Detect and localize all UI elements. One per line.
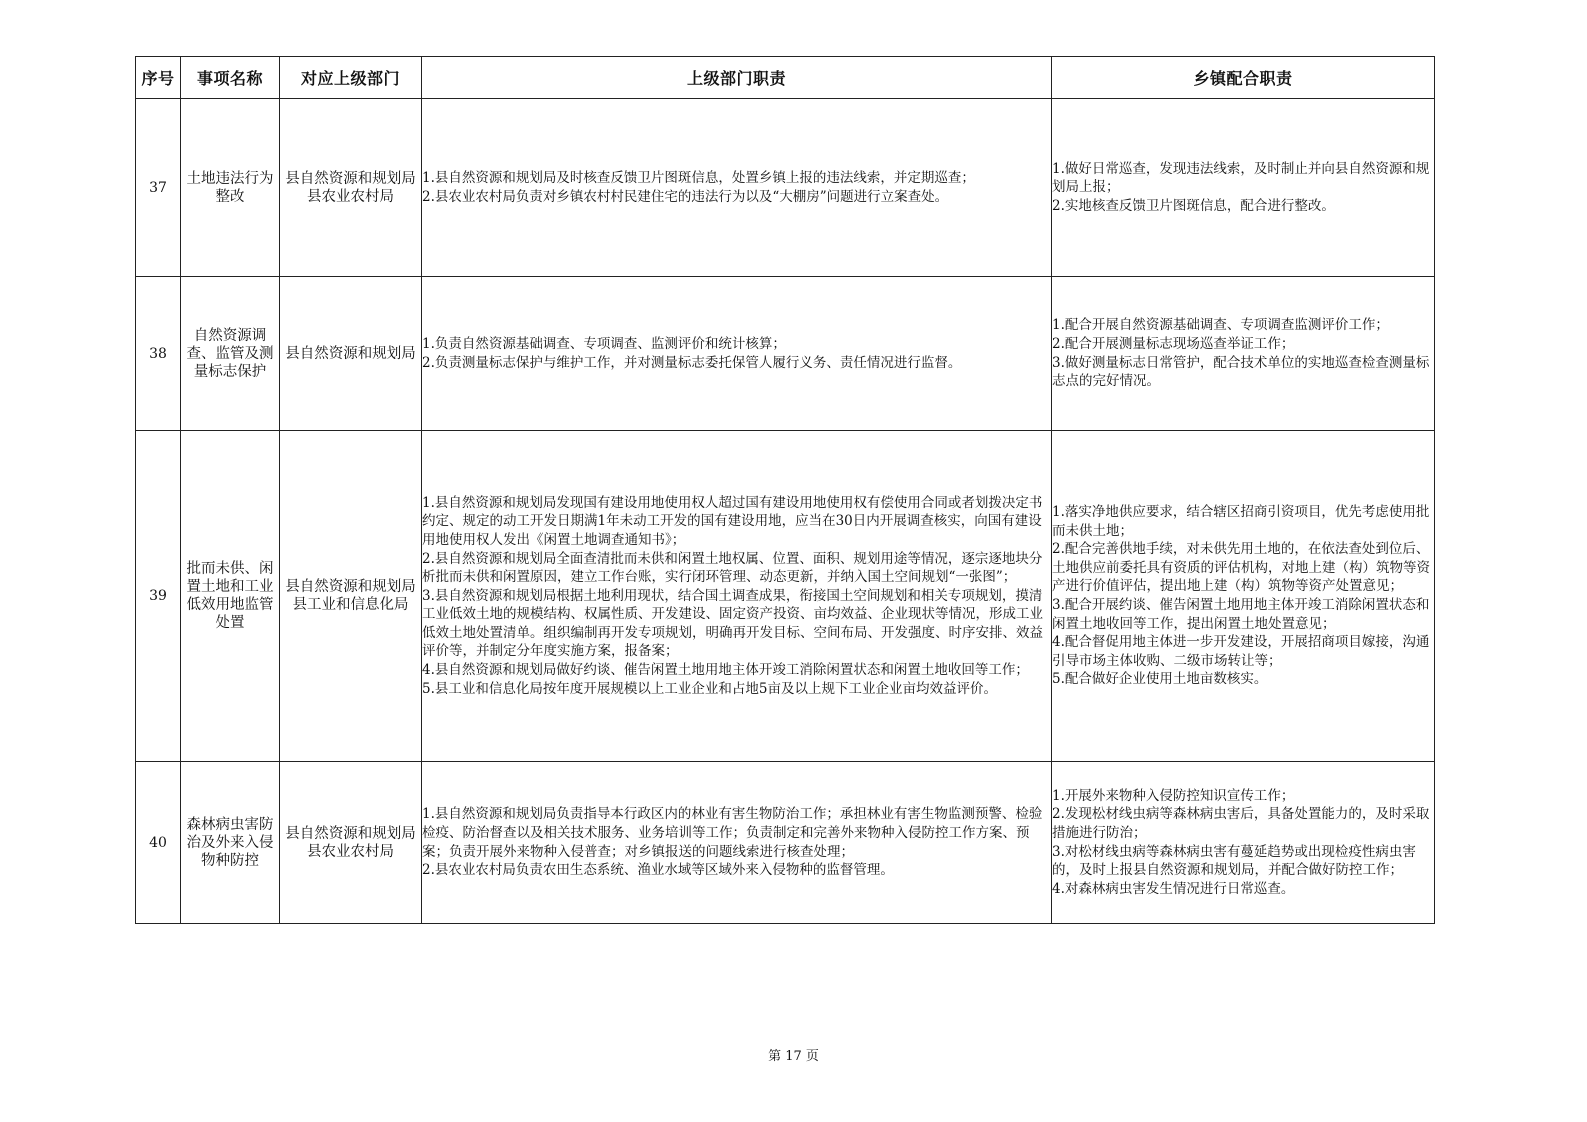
row-department (280, 431, 422, 762)
header-seq: 序号 (136, 57, 181, 99)
header-row (136, 57, 1435, 99)
table-row (136, 762, 1435, 924)
department-line: 县农业农村局 (307, 843, 394, 860)
duty-line: 1.负责自然资源基础调查、专项调查、监测评价和统计核算； (422, 335, 786, 352)
duty-line: 3.对松材线虫病等森林病虫害有蔓延趋势或出现检疫性病虫害的，及时上报县自然资源和规划局，并配合做好防控工作； (1052, 843, 1416, 879)
duty-line: 1.县自然资源和规划局及时核查反馈卫片图斑信息，处置乡镇上报的违法线索，并定期巡查； (422, 169, 975, 186)
row-seq: 40 (136, 762, 181, 924)
row-upper-duties (422, 762, 1052, 924)
header-department: 对应上级部门 (280, 57, 422, 99)
duty-line: 2.县自然资源和规划局全面查清批而未供和闲置土地权属、位置、面积、规划用途等情况，逐宗逐地块分析批而未供和闲置原因，建立工作台账，实行闭环管理、动态更新，并纳入国土空间规划“一张图”； (422, 550, 1043, 586)
row-department (280, 762, 422, 924)
duty-line: 1.落实净地供应要求，结合辖区招商引资项目，优先考虑使用批而未供土地； (1052, 504, 1430, 539)
duty-line: 4.县自然资源和规划局做好约谈、催告闲置土地用地主体开竣工消除闲置状态和闲置土地收回等工作； (422, 662, 1029, 679)
table-row (136, 431, 1435, 762)
duty-line: 3.做好测量标志日常管护，配合技术单位的实地巡查检查测量标志点的完好情况。 (1052, 354, 1430, 390)
row-town-duties (1052, 762, 1435, 924)
responsibility-table (135, 56, 1435, 924)
department-line: 县自然资源和规划局 (285, 170, 416, 187)
row-upper-duties (422, 277, 1052, 431)
duty-line: 2.负责测量标志保护与维护工作，并对测量标志委托保管人履行义务、责任情况进行监督。 (422, 354, 962, 371)
duty-line: 5.配合做好企业使用土地亩数核实。 (1052, 671, 1268, 688)
header-upper-duties: 上级部门职责 (422, 57, 1052, 99)
duty-line: 5.县工业和信息化局按年度开展规模以上工业企业和占地5亩及以上规下工业企业亩均效益评价。 (422, 680, 997, 697)
duty-line: 1.县自然资源和规划局负责指导本行政区内的林业有害生物防治工作；承担林业有害生物监测预警、检验检疫、防治督查以及相关技术服务、业务培训等工作；负责制定和完善外来物种入侵防控工作方案、预案；负责开展外来物种入侵普查；对乡镇报送的问题线索进行核查处理； (422, 806, 1043, 860)
department-line: 县自然资源和规划局 (285, 345, 416, 362)
department-line: 县自然资源和规划局 (285, 825, 416, 842)
page-number: 第 17 页 (768, 1049, 819, 1064)
header-item-name: 事项名称 (181, 57, 280, 99)
row-seq: 39 (136, 431, 181, 762)
duty-line: 1.配合开展自然资源基础调查、专项调查监测评价工作； (1052, 317, 1389, 334)
duty-line: 2.发现松材线虫病等森林病虫害后，具备处置能力的，及时采取措施进行防治； (1052, 806, 1430, 841)
department-line: 县农业农村局 (307, 188, 394, 205)
row-town-duties (1052, 277, 1435, 431)
duty-line: 1.县自然资源和规划局发现国有建设用地使用权人超过国有建设用地使用权有偿使用合同或者划拨决定书约定、规定的动工开发日期满1年未动工开发的国有建设用地，应当在30日内开展调查核实，向国有建设用地使用权人发出《闲置土地调查通知书》； (422, 494, 1043, 548)
duty-line: 1.开展外来物种入侵防控知识宣传工作； (1052, 787, 1295, 804)
header-town-duties: 乡镇配合职责 (1052, 57, 1435, 99)
row-item-name: 森林病虫害防治及外来入侵物种防控 (181, 762, 280, 924)
table-row (136, 277, 1435, 431)
duty-line: 2.实地核查反馈卫片图斑信息，配合进行整改。 (1052, 197, 1335, 214)
row-seq: 38 (136, 277, 181, 431)
duty-line: 1.做好日常巡查，发现违法线索，及时制止并向县自然资源和规划局上报； (1052, 160, 1430, 196)
duty-line: 3.县自然资源和规划局根据土地利用现状，结合国土调查成果，衔接国土空间规划和相关专项规划，摸清工业低效土地的规模结构、权属性质、开发建设、固定资产投资、亩均效益、企业现状等情况，形成工业低效土地处置清单。组织编制再开发专项规划，明确再开发目标、空间布局、开发强度、时序安排、效益评价等，并制定分年度实施方案，报备案； (422, 587, 1043, 660)
department-line: 县工业和信息化局 (292, 597, 409, 613)
row-item-name: 土地违法行为整改 (181, 99, 280, 277)
duty-line: 2.县农业农村局负责农田生态系统、渔业水域等区域外来入侵物种的监督管理。 (422, 862, 894, 879)
duty-line: 2.县农业农村局负责对乡镇农村村民建住宅的违法行为以及“大棚房”问题进行立案查处。 (422, 188, 949, 205)
duty-line: 2.配合完善供地手续，对未供先用土地的，在依法查处到位后、土地供应前委托具有资质的评估机构，对地上建（构）筑物等资产进行价值评估，提出地上建（构）筑物等资产处置意见； (1052, 541, 1430, 595)
duty-line: 2.配合开展测量标志现场巡查举证工作； (1052, 335, 1295, 352)
row-town-duties (1052, 431, 1435, 762)
row-town-duties (1052, 99, 1435, 277)
duty-line: 4.对森林病虫害发生情况进行日常巡查。 (1052, 880, 1295, 897)
duty-line: 4.配合督促用地主体进一步开发建设，开展招商项目嫁接，沟通引导市场主体收购、二级市场转让等； (1052, 634, 1430, 669)
duty-line: 3.配合开展约谈、催告闲置土地用地主体开竣工消除闲置状态和闲置土地收回等工作，提出闲置土地处置意见； (1052, 597, 1430, 632)
row-department (280, 277, 422, 431)
row-item-name: 自然资源调查、监管及测量标志保护 (181, 277, 280, 431)
table-row (136, 99, 1435, 277)
row-department (280, 99, 422, 277)
row-upper-duties (422, 99, 1052, 277)
row-item-name: 批而未供、闲置土地和工业低效用地监管处置 (181, 431, 280, 762)
row-seq: 37 (136, 99, 181, 277)
row-upper-duties (422, 431, 1052, 762)
department-line: 县自然资源和规划局 (285, 579, 416, 595)
